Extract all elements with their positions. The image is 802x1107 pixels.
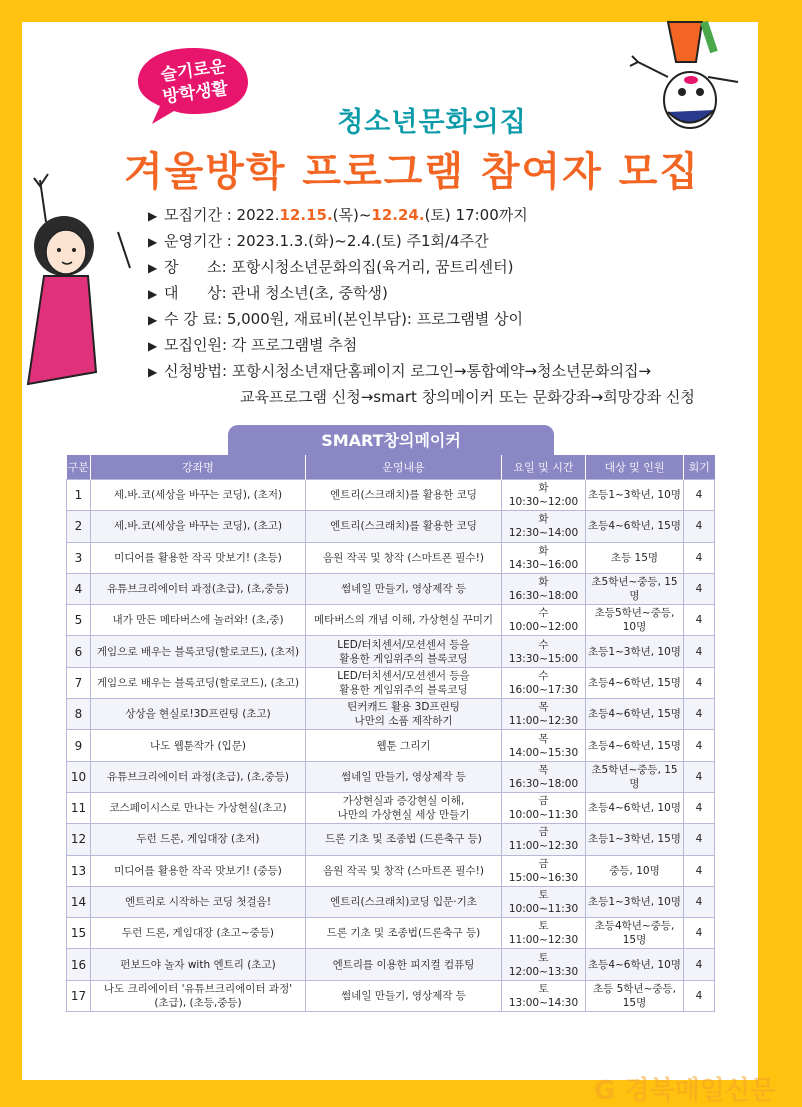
table-cell-content: 엔트리(스크래치)를 활용한 코딩 <box>306 511 502 542</box>
table-cell-sessions: 4 <box>684 511 715 542</box>
table-cell-time: 수 13:30~15:00 <box>502 636 586 667</box>
table-cell-sessions: 4 <box>684 573 715 604</box>
triangle-bullet-icon: ▶ <box>148 287 158 301</box>
table-cell-target: 초등4~6학년, 15명 <box>586 699 684 730</box>
table-cell-sessions: 4 <box>684 761 715 792</box>
table-cell-time: 수 10:00~12:00 <box>502 605 586 636</box>
table-cell-time: 목 16:30~18:00 <box>502 761 586 792</box>
page-title: 겨울방학 프로그램 참여자 모집 <box>123 149 701 195</box>
table-cell-sessions: 4 <box>684 886 715 917</box>
table-cell-sessions: 4 <box>684 542 715 573</box>
table-cell-sessions: 4 <box>684 699 715 730</box>
table-cell-time: 화 10:30~12:00 <box>502 480 586 511</box>
subtitle: 청소년문화의집 <box>337 107 527 138</box>
table-cell-no: 4 <box>67 573 91 604</box>
info-apply: ▶ 신청방법: 포항시청소년재단홈페이지 로그인→통합예약→청소년문화의집→ <box>148 358 728 384</box>
table-row <box>67 855 715 886</box>
table-cell-target: 초등4~6학년, 15명 <box>586 511 684 542</box>
column-header: 강좌명 <box>91 455 306 480</box>
table-cell-target: 초등5학년~중등, 10명 <box>586 605 684 636</box>
table-cell-target: 초등 5학년~중등, 15명 <box>586 980 684 1011</box>
table-cell-target: 초등1~3학년, 10명 <box>586 886 684 917</box>
table-cell-time: 목 14:00~15:30 <box>502 730 586 761</box>
column-header: 대상 및 인원 <box>586 455 684 480</box>
table-cell-no: 15 <box>67 918 91 949</box>
table-cell-target: 초등1~3학년, 15명 <box>586 824 684 855</box>
table-cell-target: 초등4~6학년, 15명 <box>586 730 684 761</box>
table-row <box>67 511 715 542</box>
table-row <box>67 949 715 980</box>
info-apply-continued: 교육프로그램 신청→smart 창의메이커 또는 문화강좌→희망강좌 신청 <box>240 388 695 406</box>
table-cell-no: 6 <box>67 636 91 667</box>
info-list <box>148 202 728 410</box>
info-recruit-count: ▶ 모집인원: 각 프로그램별 추첨 <box>148 332 728 358</box>
table-cell-no: 13 <box>67 855 91 886</box>
table-cell-no: 9 <box>67 730 91 761</box>
table-cell-sessions: 4 <box>684 605 715 636</box>
table-cell-no: 12 <box>67 824 91 855</box>
info-recruit-period: ▶ 모집기간 : 2022.12.15.(목)~12.24.(토) 17:00까지 <box>148 202 728 228</box>
table-row <box>67 918 715 949</box>
table-cell-target: 초5학년~중등, 15명 <box>586 761 684 792</box>
table-cell-content: 썸네일 만들기, 영상제작 등 <box>306 761 502 792</box>
triangle-bullet-icon: ▶ <box>148 261 158 275</box>
table-row <box>67 980 715 1011</box>
table-cell-time: 화 16:30~18:00 <box>502 573 586 604</box>
table-cell-no: 1 <box>67 480 91 511</box>
triangle-bullet-icon: ▶ <box>148 235 158 249</box>
table-cell-content: LED/터치센서/모션센서 등을 활용한 게임위주의 블록코딩 <box>306 667 502 698</box>
table-cell-content: 엔트리(스크래치)코딩 입문·기초 <box>306 886 502 917</box>
poster <box>22 22 776 1106</box>
table-row <box>67 730 715 761</box>
table-cell-content: 음원 작곡 및 창작 (스마트폰 필수!) <box>306 542 502 573</box>
table-row <box>67 636 715 667</box>
table-cell-no: 17 <box>67 980 91 1011</box>
table-cell-content: 썸네일 만들기, 영상제작 등 <box>306 980 502 1011</box>
table-row <box>67 699 715 730</box>
info-fee: ▶ 수 강 료: 5,000원, 재료비(본인부담): 프로그램별 상이 <box>148 306 728 332</box>
table-row <box>67 573 715 604</box>
table-cell-time: 목 11:00~12:30 <box>502 699 586 730</box>
girl-illustration-left <box>22 172 142 412</box>
table-cell-sessions: 4 <box>684 667 715 698</box>
table-cell-sessions: 4 <box>684 792 715 823</box>
table-cell-content: 웹툰 그리기 <box>306 730 502 761</box>
table-cell-name: 세.바.코(세상을 바꾸는 코딩), (초고) <box>91 511 306 542</box>
table-cell-name: 유튜브크리에이터 과정(초급), (초,중등) <box>91 761 306 792</box>
table-cell-time: 토 12:00~13:30 <box>502 949 586 980</box>
table-cell-target: 초등 15명 <box>586 542 684 573</box>
table-cell-no: 16 <box>67 949 91 980</box>
column-header: 회기 <box>684 455 715 480</box>
table-cell-target: 중등, 10명 <box>586 855 684 886</box>
table-cell-time: 토 11:00~12:30 <box>502 918 586 949</box>
table-cell-name: 미디어를 활용한 작곡 맛보기! (중등) <box>91 855 306 886</box>
table-cell-no: 11 <box>67 792 91 823</box>
table-cell-content: 가상현실과 증강현실 이해, 나만의 가상현실 세상 만들기 <box>306 792 502 823</box>
table-header-row <box>67 455 715 480</box>
table-cell-name: 내가 만든 메타버스에 놀러와! (초,중) <box>91 605 306 636</box>
table-cell-content: 엔트리를 이용한 피지컬 컴퓨팅 <box>306 949 502 980</box>
newspaper-watermark: G 경북매일신문 <box>594 1076 776 1106</box>
table-row <box>67 761 715 792</box>
table-row <box>67 480 715 511</box>
section-title: SMART창의메이커 <box>228 425 554 457</box>
table-cell-content: 메타버스의 개념 이해, 가상현실 꾸미기 <box>306 605 502 636</box>
triangle-bullet-icon: ▶ <box>148 209 158 223</box>
table-cell-name: 상상을 현실로!3D프린팅 (초고) <box>91 699 306 730</box>
triangle-bullet-icon: ▶ <box>148 339 158 353</box>
table-cell-no: 3 <box>67 542 91 573</box>
info-operation-period: ▶ 운영기간 : 2023.1.3.(화)~2.4.(토) 주1회/4주간 <box>148 228 728 254</box>
table-cell-target: 초5학년~중등, 15명 <box>586 573 684 604</box>
table-cell-target: 초등4~6학년, 10명 <box>586 949 684 980</box>
table-cell-name: 게임으로 배우는 블록코딩(할로코드), (초고) <box>91 667 306 698</box>
table-cell-content: LED/터치센서/모션센서 등을 활용한 게임위주의 블록코딩 <box>306 636 502 667</box>
program-table <box>66 455 715 1012</box>
table-cell-sessions: 4 <box>684 730 715 761</box>
table-cell-time: 금 11:00~12:30 <box>502 824 586 855</box>
column-header: 요일 및 시간 <box>502 455 586 480</box>
table-row <box>67 542 715 573</box>
table-cell-sessions: 4 <box>684 949 715 980</box>
table-cell-time: 화 14:30~16:00 <box>502 542 586 573</box>
column-header: 운영내용 <box>306 455 502 480</box>
table-cell-sessions: 4 <box>684 636 715 667</box>
table-cell-content: 드론 기초 및 조종법(드론축구 등) <box>306 918 502 949</box>
table-row <box>67 667 715 698</box>
table-cell-time: 토 13:00~14:30 <box>502 980 586 1011</box>
table-cell-target: 초등1~3학년, 10명 <box>586 480 684 511</box>
table-cell-time: 수 16:00~17:30 <box>502 667 586 698</box>
table-cell-content: 음원 작곡 및 창작 (스마트폰 필수!) <box>306 855 502 886</box>
table-cell-time: 토 10:00~11:30 <box>502 886 586 917</box>
triangle-bullet-icon: ▶ <box>148 313 158 327</box>
table-cell-name: 엔트리로 시작하는 코딩 첫걸음! <box>91 886 306 917</box>
table-cell-name: 두런 드론, 게임대장 (초고~중등) <box>91 918 306 949</box>
table-cell-name: 세.바.코(세상을 바꾸는 코딩), (초저) <box>91 480 306 511</box>
table-cell-sessions: 4 <box>684 480 715 511</box>
table-cell-no: 2 <box>67 511 91 542</box>
table-cell-name: 나도 크리에이터 '유튜브크리에이터 과정' (초급), (초등,중등) <box>91 980 306 1011</box>
table-cell-target: 초등1~3학년, 10명 <box>586 636 684 667</box>
table-cell-sessions: 4 <box>684 855 715 886</box>
table-cell-name: 코스페이시스로 만나는 가상현실(초고) <box>91 792 306 823</box>
table-row <box>67 792 715 823</box>
table-cell-name: 나도 웹툰작가 (입문) <box>91 730 306 761</box>
column-header: 구분 <box>67 455 91 480</box>
table-cell-content: 드론 기초 및 조종법 (드론축구 등) <box>306 824 502 855</box>
table-cell-name: 미디어를 활용한 작곡 맛보기! (초등) <box>91 542 306 573</box>
info-place: ▶ 장 소: 포항시청소년문화의집(육거리, 꿈트리센터) <box>148 254 728 280</box>
table-cell-time: 화 12:30~14:00 <box>502 511 586 542</box>
table-row <box>67 886 715 917</box>
triangle-bullet-icon: ▶ <box>148 365 158 379</box>
table-cell-content: 틴커캐드 활용 3D프린팅 나만의 소품 제작하기 <box>306 699 502 730</box>
table-cell-no: 10 <box>67 761 91 792</box>
table-cell-sessions: 4 <box>684 824 715 855</box>
table-cell-target: 초등4학년~중등, 15명 <box>586 918 684 949</box>
badge-line2: 방학생활 <box>161 78 230 108</box>
table-cell-target: 초등4~6학년, 15명 <box>586 667 684 698</box>
table-cell-sessions: 4 <box>684 980 715 1011</box>
table-cell-time: 금 15:00~16:30 <box>502 855 586 886</box>
table-row <box>67 824 715 855</box>
table-cell-name: 두런 드론, 게임대장 (초저) <box>91 824 306 855</box>
table-row <box>67 605 715 636</box>
table-cell-no: 5 <box>67 605 91 636</box>
table-cell-no: 14 <box>67 886 91 917</box>
table-cell-name: 펀보드야 놀자 with 엔트리 (초고) <box>91 949 306 980</box>
table-cell-sessions: 4 <box>684 918 715 949</box>
table-cell-time: 금 10:00~11:30 <box>502 792 586 823</box>
badge-line1: 슬기로운 <box>159 56 228 86</box>
table-cell-content: 엔트리(스크래치)를 활용한 코딩 <box>306 480 502 511</box>
table-cell-target: 초등4~6학년, 10명 <box>586 792 684 823</box>
table-cell-content: 썸네일 만들기, 영상제작 등 <box>306 573 502 604</box>
table-cell-no: 7 <box>67 667 91 698</box>
table-cell-name: 유튜브크리에이터 과정(초급), (초,중등) <box>91 573 306 604</box>
info-target: ▶ 대 상: 관내 청소년(초, 중학생) <box>148 280 728 306</box>
table-cell-name: 게임으로 배우는 블록코딩(할로코드), (초저) <box>91 636 306 667</box>
table-cell-no: 8 <box>67 699 91 730</box>
